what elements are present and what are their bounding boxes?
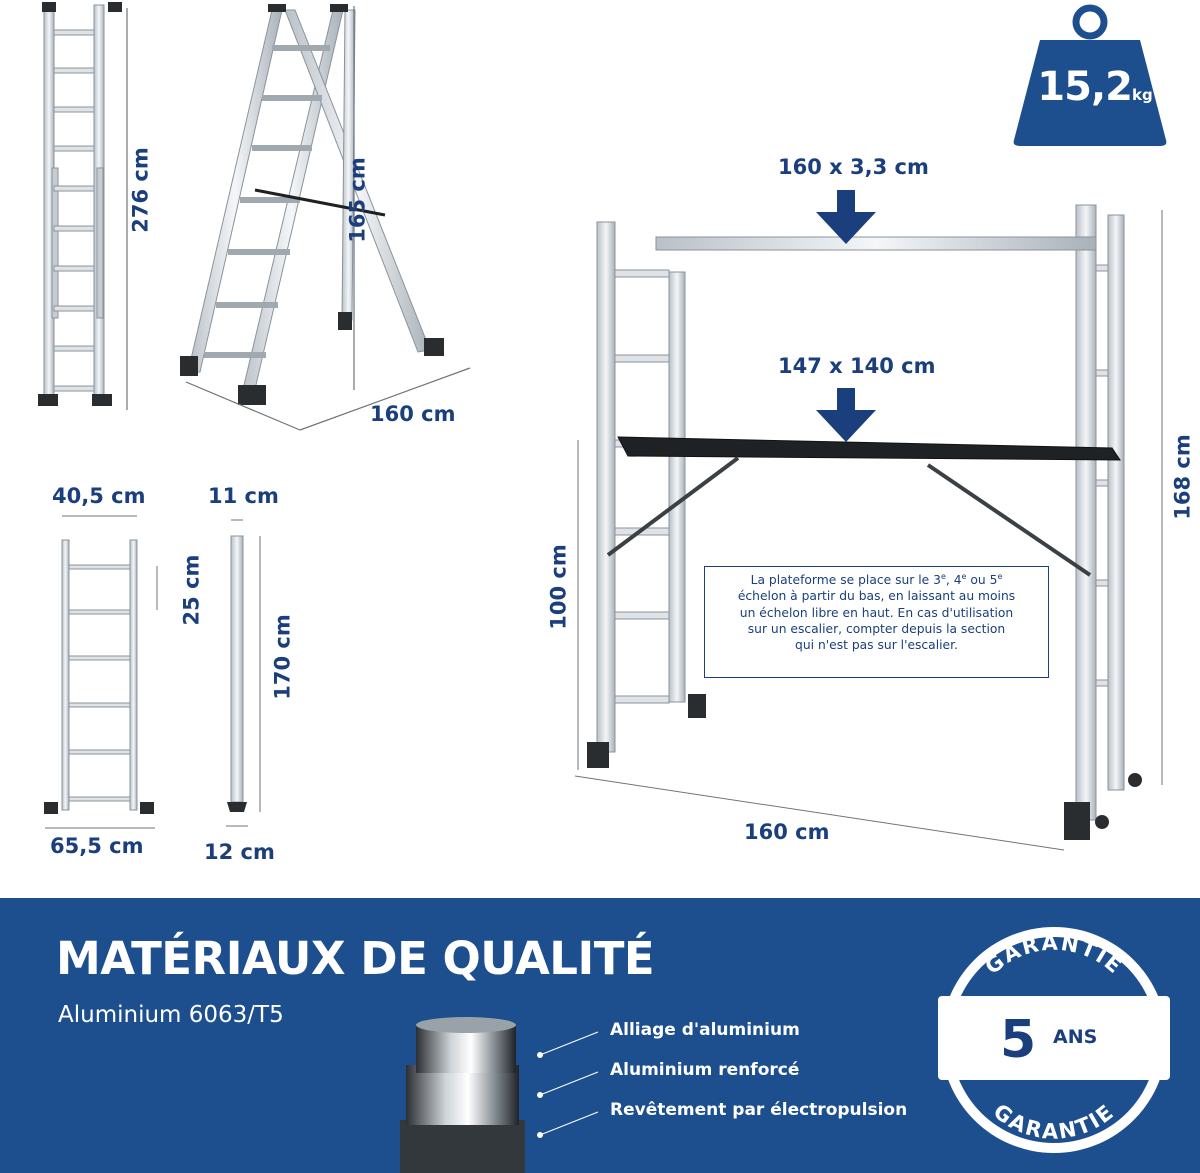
- note-line-4: sur un escalier, compter depuis la section: [747, 621, 1006, 636]
- scaffold: [575, 190, 1162, 850]
- total-height-label: 168 cm: [1170, 434, 1195, 520]
- guarantee-unit: ANS: [1053, 1026, 1098, 1048]
- banner-title: MATÉRIAUX DE QUALITÉ: [56, 932, 655, 985]
- a-frame-width-label: 160 cm: [370, 402, 456, 426]
- guarantee-top-text: GARANTIE: [980, 930, 1128, 980]
- rung-spacing-label: 25 cm: [179, 554, 204, 626]
- section-depth-bottom-label: 12 cm: [204, 840, 275, 864]
- note-line-1: La plateforme se place sur le 3e, 4e ou 5e: [750, 572, 1003, 588]
- section-top-width-label: 40,5 cm: [52, 484, 146, 508]
- folded-ladder: [38, 2, 127, 410]
- banner-subtitle: Aluminium 6063/T5: [58, 1002, 284, 1028]
- guarantee-bottom-text: GARANTIE: [988, 1099, 1120, 1144]
- section-bottom-width-label: 65,5 cm: [50, 834, 144, 858]
- bar-dimension-label: 160 x 3,3 cm: [778, 155, 929, 179]
- weight-label: [1020, 64, 1170, 110]
- platform-dimension-label: 147 x 140 cm: [778, 354, 936, 378]
- weight-unit: kg: [1131, 86, 1153, 104]
- feature-alloy: Alliage d'aluminium: [610, 1020, 800, 1040]
- platform-height-label: 100 cm: [546, 544, 571, 630]
- note-line-5: qui n'est pas sur l'escalier.: [795, 637, 958, 652]
- note-line-2: échelon à partir du bas, en laissant au moins: [737, 589, 1016, 604]
- section-front-view: [44, 516, 157, 828]
- folded-height-label: 276 cm: [128, 147, 153, 233]
- guarantee-number: 5: [1000, 1010, 1037, 1070]
- scaffold-length-label: 160 cm: [744, 820, 830, 844]
- section-side-view: [226, 520, 260, 826]
- a-frame-ladder: [180, 4, 470, 430]
- platform-note: [704, 566, 1049, 678]
- section-depth-top-label: 11 cm: [208, 484, 279, 508]
- feature-reinforced: Aluminium renforcé: [610, 1060, 800, 1080]
- note-line-3: un échelon libre en haut. En cas d'utilisation: [739, 605, 1014, 620]
- a-frame-height-label: 165 cm: [345, 157, 370, 243]
- feature-coating: Revêtement par électropulsion: [610, 1100, 908, 1120]
- weight-value: 15,2: [1037, 64, 1132, 110]
- section-height-label: 170 cm: [270, 614, 295, 700]
